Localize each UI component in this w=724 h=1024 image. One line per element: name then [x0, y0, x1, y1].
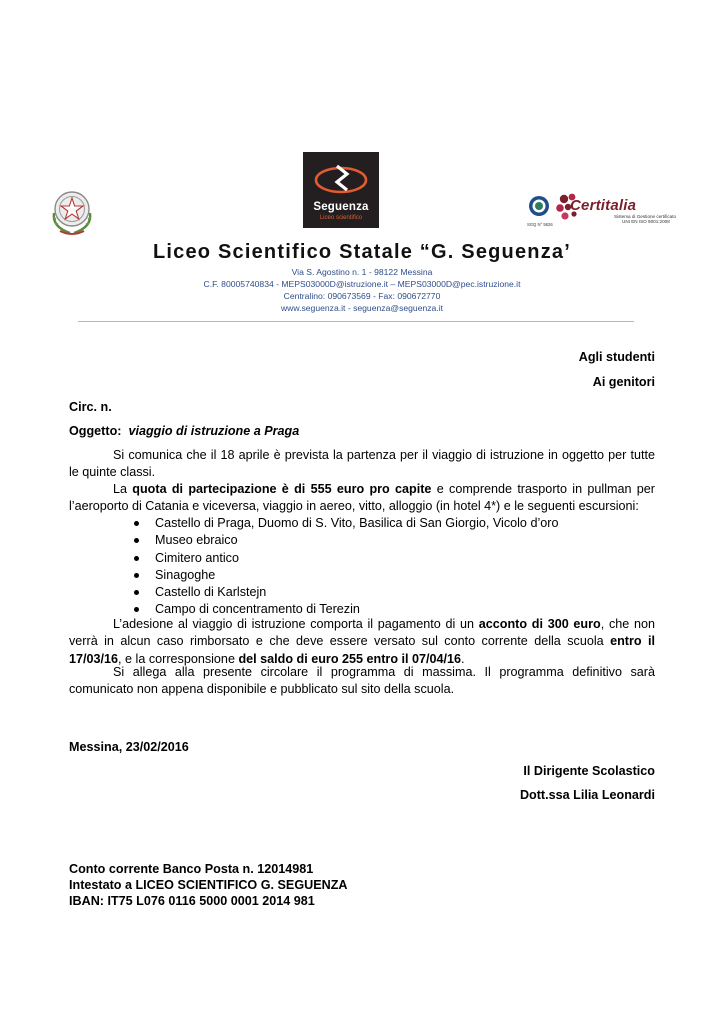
header-divider: [78, 321, 634, 322]
bank-holder: Intestato a LICEO SCIENTIFICO G. SEGUENZA: [69, 878, 348, 892]
school-name: Liceo Scientifico Statale “G. Seguenza’: [152, 241, 571, 263]
payment-text-1: L’adesione al viaggio di istruzione comporta il pagamento di un: [113, 617, 479, 631]
bullet-icon: [134, 573, 139, 578]
paragraph-program: Si allega alla presente circolare il programma di massima. Il programma definitivo sarà comunicato non appena disponibile e pubblicato sul sito della scuola.: [69, 665, 655, 697]
seguenza-logo-text: Seguenza: [313, 201, 369, 213]
quota-text-start: La: [113, 482, 133, 496]
bullet-icon: [134, 607, 139, 612]
excursion-text: Sinagoghe: [155, 567, 216, 582]
list-item: [134, 550, 558, 567]
certitalia-logo-text: Certitalia: [570, 197, 637, 214]
paragraph-departure: Si comunica che il 18 aprile è prevista la partenza per il viaggio di istruzione in oggetto per tutte le quinte classi.: [69, 448, 655, 480]
subject-line: [69, 423, 299, 440]
circular-number: Circ. n.: [69, 400, 112, 414]
deposit-amount: acconto di 300 euro: [478, 617, 601, 631]
list-item: [134, 532, 558, 549]
certitalia-tagline: Sistema di Gestione certificato: [614, 214, 677, 219]
school-web: www.seguenza.it - seguenza@seguenza.it: [280, 303, 444, 313]
bank-iban: IBAN: IT75 L076 0116 5000 0001 2014 981: [69, 894, 315, 908]
certitalia-standard: UNI EN ISO 9001:2008: [622, 219, 670, 224]
paragraph-quota: [69, 481, 655, 516]
payment-text-3: , e la corresponsione: [118, 651, 239, 666]
italian-republic-emblem: [46, 183, 98, 237]
bullet-icon: [134, 590, 139, 595]
school-phones: Centralino: 090673569 - Fax: 090672770: [283, 291, 441, 301]
school-address: Via S. Agostino n. 1 - 98122 Messina: [291, 267, 433, 277]
quota-amount: quota di partecipazione è di 555 euro pro capite: [132, 482, 432, 496]
certification-number: SGQ N° 5826: [527, 222, 553, 227]
recipient-parents: Ai genitori: [592, 375, 655, 389]
bullet-icon: [134, 521, 139, 526]
excursion-list: [134, 515, 558, 619]
school-codes: C.F. 80005740834 - MEPS03000D@istruzione.it – MEPS03000D@pec.istruzione.it: [203, 279, 521, 289]
excursion-text: Cimitero antico: [155, 550, 239, 565]
subject-text: viaggio di istruzione a Praga: [128, 424, 300, 438]
subject-label: Oggetto:: [69, 424, 122, 438]
list-item: [134, 584, 558, 601]
recipient-students: Agli studenti: [578, 350, 655, 364]
payment-text-4: .: [461, 651, 465, 666]
seguenza-logo: [303, 152, 379, 228]
excursion-text: Castello di Praga, Duomo di S. Vito, Basilica di San Giorgio, Vicolo d’oro: [155, 516, 559, 530]
payment-text-2: , che non verrà in alcun caso rimborsato e che deve essere versato sul conto corrente della scuola: [69, 617, 655, 649]
certification-badge-icon: [528, 194, 550, 222]
seguenza-logo-subtitle: Liceo scientifico: [319, 215, 363, 221]
list-item: [134, 515, 558, 532]
deposit-deadline: entro il 17/03/16: [69, 634, 655, 666]
excursion-text: Castello di Karlstejn: [155, 585, 267, 600]
excursion-text: Campo di concentramento di Terezin: [155, 602, 360, 617]
paragraph-payment: [69, 616, 655, 668]
balance-deadline: del saldo di euro 255 entro il 07/04/16: [238, 651, 462, 666]
signature-name: Dott.ssa Lilia Leonardi: [519, 788, 655, 802]
date-place: Messina, 23/02/2016: [69, 740, 189, 754]
quota-text-end: e comprende trasporto in pullman per l’aeroporto di Catania e viceversa, viaggio in aereo, vitto, alloggio (in hotel 4*) e le seguenti escursioni:: [69, 482, 655, 514]
bullet-icon: [134, 556, 139, 561]
bank-account: Conto corrente Banco Posta n. 12014981: [69, 862, 314, 876]
bullet-icon: [134, 538, 139, 543]
signature-role: Il Dirigente Scolastico: [523, 764, 655, 778]
list-item: [134, 567, 558, 584]
excursion-text: Museo ebraico: [155, 533, 238, 548]
